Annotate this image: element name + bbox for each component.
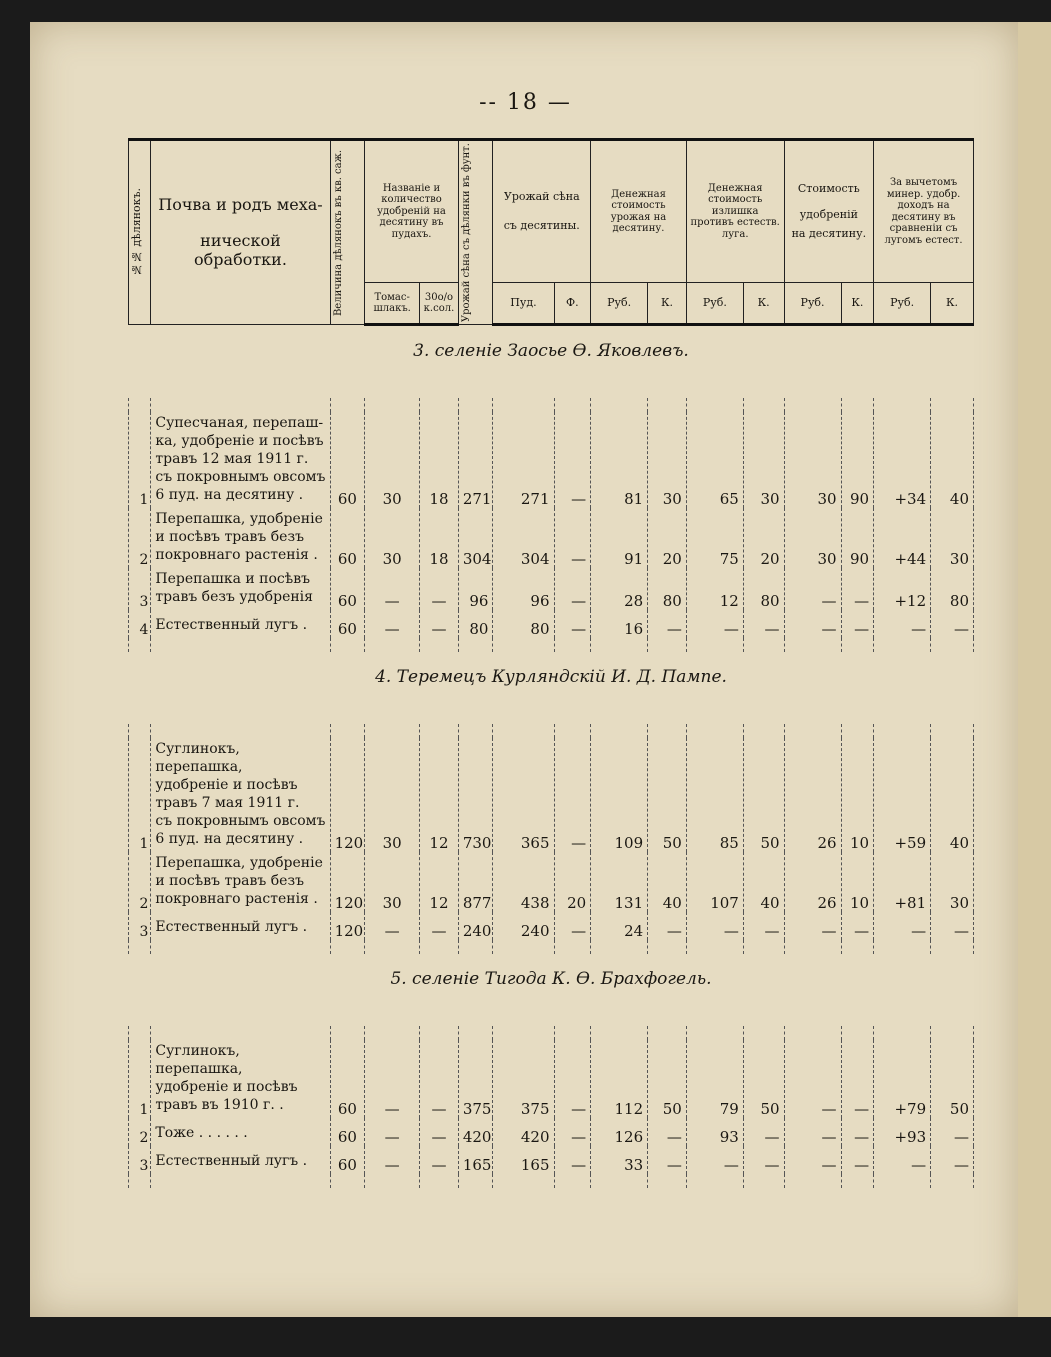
cell-kali: — <box>420 1146 459 1174</box>
cell-size: 60 <box>330 1118 365 1146</box>
description-line: съ покровнымъ овсомъ <box>155 469 326 486</box>
cell-pud: 165 <box>493 1146 554 1174</box>
section-heading-row <box>129 325 974 399</box>
fertilizer-yield-table <box>128 138 974 1188</box>
cell-sur-r: — <box>686 610 743 638</box>
cell-cost-r: 26 <box>784 738 841 852</box>
cell-f: — <box>554 1118 591 1146</box>
spacer-row <box>129 638 974 652</box>
next-page-edge <box>1018 22 1051 1317</box>
cell-size: 120 <box>330 852 365 912</box>
table-row <box>129 1146 974 1174</box>
cell-yplot: 730 <box>458 738 493 852</box>
cell-sur-k: — <box>743 912 784 940</box>
description-line: 6 пуд. на десятину . <box>155 487 304 504</box>
cell-cost-r: 30 <box>784 412 841 508</box>
cell-pud: 375 <box>493 1040 554 1118</box>
cell-val-r: 28 <box>591 568 648 610</box>
cell-kali: 12 <box>420 852 459 912</box>
table-row <box>129 610 974 638</box>
cell-val-k: 50 <box>648 1040 687 1118</box>
cell-yplot: 96 <box>458 568 493 610</box>
cell-val-k: 30 <box>648 412 687 508</box>
cell-net-r: — <box>874 610 931 638</box>
cell-net-k: 80 <box>931 568 974 610</box>
cell-net-r: — <box>874 912 931 940</box>
soil-description <box>151 412 330 508</box>
cell-cost-r: — <box>784 1040 841 1118</box>
cell-yplot: 240 <box>458 912 493 940</box>
header-potash: 30o/o к.сол. <box>420 283 459 325</box>
cell-net-r: +59 <box>874 738 931 852</box>
description-line: Суглинокъ, перепашка, <box>155 741 243 776</box>
section-title: 4. Теремецъ Курляндскій И. Д. Пампе. <box>375 667 727 688</box>
table-row <box>129 1118 974 1146</box>
cell-yplot: 165 <box>458 1146 493 1174</box>
cell-size: 60 <box>330 412 365 508</box>
cell-yplot: 420 <box>458 1118 493 1146</box>
cell-sur-k: — <box>743 610 784 638</box>
cell-yplot: 271 <box>458 412 493 508</box>
cell-net-k: — <box>931 912 974 940</box>
cell-sur-r: 79 <box>686 1040 743 1118</box>
soil-description <box>151 852 330 912</box>
cell-val-k: 20 <box>648 508 687 568</box>
cell-net-k: 30 <box>931 508 974 568</box>
cell-val-r: 33 <box>591 1146 648 1174</box>
cell-val-k: — <box>648 1146 687 1174</box>
cell-size: 60 <box>330 568 365 610</box>
cell-pud: 365 <box>493 738 554 852</box>
table-row <box>129 852 974 912</box>
cell-cost-r: — <box>784 610 841 638</box>
cell-kali: — <box>420 568 459 610</box>
cell-net-r: +44 <box>874 508 931 568</box>
cell-pud: 96 <box>493 568 554 610</box>
cell-net-r: +79 <box>874 1040 931 1118</box>
description-line: и посѣвъ травъ безъ <box>155 529 305 546</box>
cell-sur-r: 65 <box>686 412 743 508</box>
cell-cost-k: — <box>841 912 874 940</box>
soil-description <box>151 912 330 940</box>
plot-number: 2 <box>129 852 151 912</box>
page-number: -- 18 — <box>479 90 572 115</box>
cell-tomas: 30 <box>365 738 420 852</box>
description-line: Перепашка и посѣвъ <box>155 571 310 588</box>
cell-cost-k: 10 <box>841 852 874 912</box>
cell-tomas: 30 <box>365 412 420 508</box>
spacer-row <box>129 1174 974 1188</box>
cell-yplot: 375 <box>458 1040 493 1118</box>
table-row <box>129 1040 974 1118</box>
description-line: травъ 12 мая 1911 г. <box>155 451 309 468</box>
cell-net-r: +34 <box>874 412 931 508</box>
section-heading-row <box>129 652 974 724</box>
description-line: Перепашка, удобреніе <box>155 511 323 528</box>
header-plot-number: №№ дѣлянокъ. <box>129 140 151 325</box>
cell-net-r: +81 <box>874 852 931 912</box>
header-surplus: Денежная стоимость излишка противъ естеств. луга. <box>686 140 784 283</box>
cell-sur-k: 80 <box>743 568 784 610</box>
cell-cost-k: — <box>841 610 874 638</box>
cell-size: 120 <box>330 912 365 940</box>
cell-f: — <box>554 610 591 638</box>
soil-description <box>151 1118 330 1146</box>
cell-sur-k: 50 <box>743 738 784 852</box>
spacer-row <box>129 724 974 738</box>
description-line: травъ безъ удобренія <box>155 589 313 606</box>
cell-val-k: 40 <box>648 852 687 912</box>
cell-val-k: 50 <box>648 738 687 852</box>
cell-cost-r: 26 <box>784 852 841 912</box>
cell-net-r: +12 <box>874 568 931 610</box>
description-line: Тоже . . . . . . <box>155 1125 248 1142</box>
cell-net-k: 50 <box>931 1040 974 1118</box>
cell-val-k: — <box>648 1118 687 1146</box>
cell-size: 60 <box>330 1146 365 1174</box>
cell-size: 60 <box>330 508 365 568</box>
plot-number: 3 <box>129 568 151 610</box>
cell-kali: — <box>420 610 459 638</box>
table-row <box>129 912 974 940</box>
cell-sur-r: 85 <box>686 738 743 852</box>
header-cost-kop: К. <box>841 283 874 325</box>
header-value-rub: Руб. <box>591 283 648 325</box>
description-line: Естественный лугъ . <box>155 617 308 634</box>
cell-val-r: 16 <box>591 610 648 638</box>
cell-cost-r: — <box>784 912 841 940</box>
plot-number: 3 <box>129 1146 151 1174</box>
cell-tomas: 30 <box>365 852 420 912</box>
description-line: Естественный лугъ . <box>155 1153 308 1170</box>
description-line: покровнаго растенія . <box>155 891 318 908</box>
cell-cost-k: — <box>841 1040 874 1118</box>
header-cost-rub: Руб. <box>784 283 841 325</box>
cell-pud: 240 <box>493 912 554 940</box>
cell-pud: 438 <box>493 852 554 912</box>
cell-sur-k: — <box>743 1146 784 1174</box>
cell-cost-k: 90 <box>841 412 874 508</box>
plot-number: 2 <box>129 1118 151 1146</box>
cell-size: 60 <box>330 1040 365 1118</box>
cell-val-r: 109 <box>591 738 648 852</box>
header-soil: Почва и родъ меха- нической обработки. <box>151 140 330 325</box>
spacer-row <box>129 398 974 412</box>
cell-kali: — <box>420 912 459 940</box>
cell-cost-k: — <box>841 568 874 610</box>
cell-tomas: 30 <box>365 508 420 568</box>
description-line: покровнаго растенія . <box>155 547 318 564</box>
cell-pud: 304 <box>493 508 554 568</box>
description-line: Суглинокъ, перепашка, <box>155 1043 243 1078</box>
description-line: травъ 7 мая 1911 г. <box>155 795 300 812</box>
cell-size: 60 <box>330 610 365 638</box>
table-row <box>129 508 974 568</box>
description-line: ка, удобреніе и посѣвъ <box>155 433 324 450</box>
header-yield-per-desyatina: Урожай сѣна съ десятины. <box>493 140 591 283</box>
header-money-value: Денежная стоимость урожая на десятину. <box>591 140 687 283</box>
cell-net-k: 30 <box>931 852 974 912</box>
header-plot-size: Величина дѣлянокъ въ кв. саж. <box>330 140 365 325</box>
cell-kali: 12 <box>420 738 459 852</box>
description-line: травъ въ 1910 г. . <box>155 1097 284 1114</box>
cell-yplot: 877 <box>458 852 493 912</box>
cell-f: — <box>554 1040 591 1118</box>
cell-cost-r: — <box>784 1118 841 1146</box>
cell-yplot: 80 <box>458 610 493 638</box>
plot-number: 1 <box>129 412 151 508</box>
description-line: Естественный лугъ . <box>155 919 308 936</box>
description-line: удобреніе и посѣвъ <box>155 777 298 794</box>
cell-sur-r: — <box>686 1146 743 1174</box>
cell-sur-r: — <box>686 912 743 940</box>
cell-f: — <box>554 568 591 610</box>
cell-pud: 420 <box>493 1118 554 1146</box>
cell-net-k: — <box>931 1118 974 1146</box>
cell-cost-r: 30 <box>784 508 841 568</box>
cell-cost-k: — <box>841 1118 874 1146</box>
plot-number: 1 <box>129 738 151 852</box>
header-surplus-rub: Руб. <box>686 283 743 325</box>
cell-val-r: 24 <box>591 912 648 940</box>
header-pud: Пуд. <box>493 283 554 325</box>
cell-cost-k: — <box>841 1146 874 1174</box>
cell-kali: — <box>420 1040 459 1118</box>
cell-net-k: 40 <box>931 738 974 852</box>
cell-tomas: — <box>365 912 420 940</box>
cell-size: 120 <box>330 738 365 852</box>
cell-val-r: 131 <box>591 852 648 912</box>
spacer-row <box>129 1026 974 1040</box>
plot-number: 1 <box>129 1040 151 1118</box>
cell-val-k: — <box>648 912 687 940</box>
table-row <box>129 568 974 610</box>
cell-sur-k: 40 <box>743 852 784 912</box>
soil-description <box>151 1146 330 1174</box>
cell-f: — <box>554 912 591 940</box>
header-net-income: За вычетомъ минер. удобр. доходъ на десятину въ сравненіи съ лугомъ естест. <box>874 140 974 283</box>
cell-yplot: 304 <box>458 508 493 568</box>
cell-sur-k: — <box>743 1118 784 1146</box>
cell-kali: 18 <box>420 412 459 508</box>
cell-net-k: 40 <box>931 412 974 508</box>
header-net-rub: Руб. <box>874 283 931 325</box>
cell-f: — <box>554 412 591 508</box>
cell-sur-r: 107 <box>686 852 743 912</box>
soil-description <box>151 610 330 638</box>
table-row <box>129 738 974 852</box>
cell-net-k: — <box>931 1146 974 1174</box>
cell-pud: 271 <box>493 412 554 508</box>
cell-tomas: — <box>365 1118 420 1146</box>
description-line: 6 пуд. на десятину . <box>155 831 304 848</box>
cell-f: — <box>554 1146 591 1174</box>
header-surplus-kop: К. <box>743 283 784 325</box>
header-fertilizer: Названіе и количество удобреній на десятину въ пудахъ. <box>365 140 459 283</box>
plot-number: 2 <box>129 508 151 568</box>
cell-cost-k: 10 <box>841 738 874 852</box>
cell-sur-k: 30 <box>743 412 784 508</box>
cell-tomas: — <box>365 1040 420 1118</box>
table-row <box>129 412 974 508</box>
cell-sur-r: 93 <box>686 1118 743 1146</box>
cell-f: 20 <box>554 852 591 912</box>
header-net-kop: К. <box>931 283 974 325</box>
description-line: Перепашка, удобреніе <box>155 855 323 872</box>
cell-val-r: 81 <box>591 412 648 508</box>
cell-cost-r: — <box>784 568 841 610</box>
cell-f: — <box>554 738 591 852</box>
soil-description <box>151 738 330 852</box>
cell-sur-r: 75 <box>686 508 743 568</box>
cell-tomas: — <box>365 610 420 638</box>
cell-net-k: — <box>931 610 974 638</box>
cell-f: — <box>554 508 591 568</box>
cell-val-k: 80 <box>648 568 687 610</box>
cell-cost-r: — <box>784 1146 841 1174</box>
header-fertilizer-cost: Стоимость удобреній на десятину. <box>784 140 874 283</box>
description-line: и посѣвъ травъ безъ <box>155 873 305 890</box>
cell-pud: 80 <box>493 610 554 638</box>
spacer-row <box>129 940 974 954</box>
section-title: 5. селеніе Тигода К. Ѳ. Брахфогель. <box>390 969 712 990</box>
cell-val-r: 126 <box>591 1118 648 1146</box>
description-line: съ покровнымъ овсомъ <box>155 813 326 830</box>
cell-tomas: — <box>365 1146 420 1174</box>
section-heading-row <box>129 954 974 1026</box>
plot-number: 3 <box>129 912 151 940</box>
cell-sur-k: 20 <box>743 508 784 568</box>
header-tomasshlak: Томас-шлакъ. <box>365 283 420 325</box>
plot-number: 4 <box>129 610 151 638</box>
header-funt: Ф. <box>554 283 591 325</box>
description-line: Супесчаная, перепаш- <box>155 415 324 432</box>
cell-cost-k: 90 <box>841 508 874 568</box>
cell-val-k: — <box>648 610 687 638</box>
cell-net-r: +93 <box>874 1118 931 1146</box>
soil-description <box>151 1040 330 1118</box>
header-value-kop: К. <box>648 283 687 325</box>
cell-val-r: 112 <box>591 1040 648 1118</box>
cell-kali: 18 <box>420 508 459 568</box>
soil-description <box>151 508 330 568</box>
description-line: удобреніе и посѣвъ <box>155 1079 298 1096</box>
cell-sur-r: 12 <box>686 568 743 610</box>
cell-net-r: — <box>874 1146 931 1174</box>
soil-description <box>151 568 330 610</box>
cell-kali: — <box>420 1118 459 1146</box>
cell-tomas: — <box>365 568 420 610</box>
cell-val-r: 91 <box>591 508 648 568</box>
section-title: 3. селеніе Заосье Ѳ. Яковлевъ. <box>413 341 689 362</box>
cell-sur-k: 50 <box>743 1040 784 1118</box>
header-yield-plot: Урожай сѣна съ дѣлянки въ фунт. <box>458 140 493 325</box>
